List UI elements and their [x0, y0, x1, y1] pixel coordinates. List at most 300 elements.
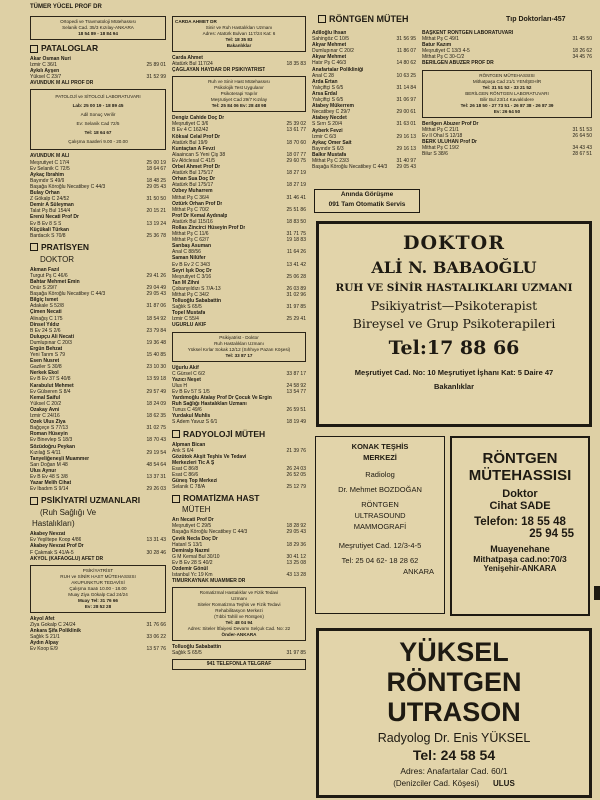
babaoglu-ad: [316, 221, 592, 427]
entry-name: Ev B Ev 57 S 1/5: [172, 388, 210, 395]
entry-phone: 25 00 19: [146, 159, 166, 166]
entry-name: Meşrutiyet C 13/3 4-5: [422, 48, 470, 55]
entry-name: Anal C 28: [312, 72, 334, 79]
entry-name: Ankara Şifa Poliklinik: [30, 627, 81, 634]
yuksel-line: YÜKSEL: [399, 637, 509, 667]
entry-phone: [589, 60, 592, 66]
entry-phone: 14 80 62: [396, 60, 416, 67]
yuksel-line: UTRASON: [387, 697, 521, 727]
entry-phone: 18 54 92: [146, 315, 166, 322]
entry-phone: 26 24 03: [286, 465, 306, 472]
babaoglu-specialty: RUH VE SİNİR HASTALIKLARI UZMANI: [335, 282, 573, 294]
babaoglu-line1: Psikiyatrist—Psikoterapist: [370, 298, 538, 313]
list-item: [30, 556, 166, 562]
entry-name: Bardacık S 70/8: [30, 232, 66, 239]
listing-c: [172, 365, 306, 426]
entry-phone: 13 19 24: [146, 220, 166, 227]
entry-name: BAŞKENT RÖNTGEN LABORATUVARI: [422, 30, 514, 36]
entry-name: Tanyeliğeneşli Muammer: [30, 455, 90, 462]
entry-phone: 34 43 43: [572, 144, 592, 151]
listing-b: [172, 115, 306, 328]
entry-name: Kuntaçtan A Fevzi: [172, 145, 215, 152]
entry-phone: 31 06 97: [396, 97, 416, 104]
konak-line: Radiolog: [365, 470, 395, 479]
entry-phone: 18 07 77: [286, 151, 306, 158]
sade-line: RÖNTGEN: [482, 450, 558, 467]
entry-name: Alinağış C 175: [30, 315, 63, 322]
column-1: [30, 16, 166, 652]
entry-name: Başağa Köroğlu Necatibey C 44/3: [30, 183, 106, 190]
entry-name: Batur Kazım: [422, 42, 452, 49]
psiki-sub2: Hastalıkları): [32, 519, 75, 529]
entry-name: Yeni Tarım S 79: [30, 352, 66, 359]
entry-name: AKYOL (KAFAOĞLU) AFET DR: [30, 555, 104, 562]
list-item: [422, 151, 592, 157]
box-line: RUH ve SİNİR HAST MÜTEHASSISI: [60, 573, 136, 579]
entry-phone: 18 62 35: [146, 413, 166, 420]
entry-phone: 25 51 86: [286, 206, 306, 213]
list-item: [30, 486, 166, 492]
sade-line: MÜTEHASSISI: [468, 467, 572, 484]
babaoglu-name: ALİ N. BABAOĞLU: [371, 258, 537, 277]
konak-line: Tel: 25 04 62- 18 28 62: [341, 556, 419, 565]
entry-name: Uğurlu Akif: [172, 364, 199, 371]
box-line: Meşrutiyet Cad 29/7 Kızılay: [210, 97, 268, 103]
yuksel-ad: [316, 628, 592, 798]
entry-phone: 29 26 03: [146, 486, 166, 493]
entry-name: Sarı Doğan M 48: [30, 461, 68, 468]
entry-phone: 31 45 50: [572, 36, 592, 43]
entry-phone: 29 57 49: [146, 388, 166, 395]
entry-phone: 31 51 53: [572, 126, 592, 133]
entry-name: AVUNDUK M ALİ: [30, 153, 70, 160]
entry-name: Mithat Pş C 21/1: [422, 126, 459, 133]
entry-name: Erenü Necati Prof Dr: [30, 214, 79, 221]
entry-phone: 11 86 07: [396, 48, 416, 55]
babaoglu-district: Bakanlıklar: [433, 382, 475, 391]
aninda-line2: 091 Tam Otomatik Servis: [328, 201, 406, 208]
box-line: Ev: 26 64 50: [493, 108, 521, 114]
entry-name: G M Kemal Bul 30/10: [172, 553, 220, 560]
listing-d: [30, 616, 166, 653]
box-line: Ev: Selanik Cad 72/5: [76, 121, 120, 127]
entry-phone: 29 04 49: [146, 285, 166, 292]
box-line: Rehabilitasyon Merkezi: [215, 608, 263, 614]
list-item: [172, 419, 306, 425]
box-line: Ruh Hastalıkları Uzmanı: [214, 340, 264, 346]
entry-name: Tolluoğlu Sababattin: [172, 644, 222, 651]
romatizma-sub: MÜTEH: [182, 505, 211, 515]
entry-name: Mithat Pş C 30-C/2: [422, 54, 465, 61]
entry-name: ÇAĞLAYAN HAYDAR DR PSİKİYATRİST: [172, 67, 266, 74]
entry-phone: [163, 80, 166, 86]
psikiyatri-heading: PSİKİYATRİ UZMANLARI: [30, 495, 166, 506]
berilgen-box: [422, 70, 592, 118]
entry-phone: 13 54 77: [286, 388, 306, 395]
entry-name: Alaaincan S Yeni Çiş 38: [172, 151, 226, 158]
entry-phone: 48 54 64: [146, 461, 166, 468]
entry-name: Dinsel Yıldız: [30, 321, 60, 328]
box-line: Tel: 18 35 83: [225, 37, 253, 42]
checkbox-icon: [172, 430, 180, 438]
entry-name: Atatürk Bul 19/9: [172, 139, 208, 146]
patolog-list: [30, 56, 166, 86]
entry-name: Atatürk Bul 175/17: [172, 170, 214, 177]
entry-phone: 26 64 50: [572, 132, 592, 139]
entry-name: Ev Selanik C 72/5: [30, 165, 70, 172]
box-line: Mithatpaşa Cad 21/1 YENİŞEHİR: [472, 78, 542, 84]
list-item: [422, 60, 592, 66]
entry-name: Atatürk Bul 117/24: [172, 61, 213, 68]
entry-phone: 31 46 41: [286, 194, 306, 201]
entry-name: Özek Ulus Ziya: [30, 419, 66, 426]
entry-phone: 33 06 22: [146, 634, 166, 640]
entry-name: Akyar Mehmet: [312, 54, 347, 61]
entry-name: Ev B Ev 48 S 3/8: [30, 473, 68, 480]
entry-name: Ev B Ev 8 S S: [30, 220, 62, 227]
entry-name: Mithat Pş C 49/1: [422, 36, 459, 43]
entry-name: Karabulut Mehmet: [30, 382, 74, 389]
checkbox-icon: [318, 15, 326, 23]
entry-phone: 25 06 28: [286, 273, 306, 280]
entry-name: Ev Yeşiltepe Koop 4/86: [30, 537, 82, 544]
entry-phone: 18 64 67: [146, 165, 166, 172]
box-line: Lab: 25 00 19 - 18 89 45: [72, 103, 124, 109]
listing-a: [30, 153, 166, 238]
entry-name: Akman Fazıl: [30, 266, 60, 273]
entry-phone: 13 41 42: [286, 261, 306, 268]
entry-name: Çevik Necla Doç Dr: [172, 535, 218, 542]
box-line: Ruh ve Sinir Hast Mütehassısı: [208, 79, 270, 85]
entry-name: Sağlık S 21/1: [30, 634, 60, 640]
pratisyen-heading: PRATİSYEN: [30, 242, 166, 253]
entry-phone: 31 56 95: [396, 36, 416, 43]
entry-phone: 30 28 46: [146, 549, 166, 556]
entry-name: Gözütok Akşit Teşhis Ve Tedavi: [172, 453, 247, 460]
entry-name: Adiloğlu İhsan: [312, 30, 347, 36]
entry-name: Köksal Celal Prof Dr: [172, 133, 221, 140]
konak-line: Meşrutiyet Cad. 12/3-4-5: [338, 541, 422, 550]
box-line: Tel: 25 84 06 Ev: 28 48 98: [211, 103, 267, 109]
entry-name: S Sırrı S 20/4: [312, 121, 343, 128]
entry-name: Yalıçiftçi S 6/5: [312, 97, 344, 104]
entry-name: Yazar Melih Cihat: [30, 480, 72, 487]
entry-name: Prof Dr Kemal Aydınalp: [172, 212, 228, 219]
listing-b: [30, 267, 166, 492]
akyol-box: [30, 565, 166, 613]
box-line: (Tıbbi Tahlil ve Röntgen): [214, 614, 264, 620]
entry-phone: 25 39 02: [286, 121, 306, 128]
listing-a: [172, 55, 306, 73]
entry-name: Meşrutiyet C 3/6: [172, 121, 209, 128]
box-line: Siteler Romatizma Teşhis ve Fizik Tedavi: [197, 602, 281, 608]
entry-name: Ev İl Ohal S 12/18: [422, 132, 463, 139]
box-line: Psikolojik Test Uygulanır: [214, 85, 264, 91]
entry-name: Yazıcı Neşet: [172, 376, 201, 383]
sade-line: Doktor: [502, 488, 538, 500]
entry-name: Bahtar Mehmet Emin: [30, 278, 80, 285]
entry-phone: 13 61 77: [286, 127, 306, 134]
entry-name: Ruh Sağlığı Hastalıkları Uzmanı: [172, 401, 247, 408]
entry-name: Ev B Ev 37 S 40/8: [30, 376, 71, 383]
entry-phone: 31 52 99: [146, 74, 166, 81]
entry-phone: 26 03 89: [286, 285, 306, 292]
entry-name: Atabey Necdet: [312, 115, 347, 122]
entry-phone: 19 18 83: [286, 237, 306, 244]
entry-name: Yalıçiftçi S 6/5: [312, 84, 344, 91]
entry-phone: 26 52 05: [286, 471, 306, 478]
entry-name: Berilgen Abuzer Prof Dr: [422, 120, 479, 127]
entry-name: Dumlupınar C 20/2: [312, 48, 354, 55]
box-line: Selanik Cad. 35/3 Kızılay-ANKARA: [62, 25, 134, 30]
box-line: Uzmanı: [231, 596, 247, 602]
konak-line: MERKEZİ: [363, 453, 397, 462]
entry-phone: 18 70 60: [286, 139, 306, 146]
entry-phone: 18 26 62: [572, 48, 592, 55]
romatizma-heading: ROMATİZMA HAST: [172, 493, 306, 504]
checkbox-icon: [172, 495, 180, 503]
entry-name: Orhan Sua Doç Dr: [172, 176, 216, 183]
entry-name: C Gürsel C 6/2: [172, 370, 206, 377]
list-item: [30, 80, 166, 86]
entry-name: Bayındır S 49/9: [30, 177, 65, 184]
entry-phone: 33 87 17: [286, 370, 306, 377]
entry-name: Bilgiç İsmet: [30, 297, 59, 304]
page-header-left: TÜMER YÜCEL PROF DR: [30, 4, 102, 10]
box-line: Adres: Atatürk Bulvarı 117/24 Kat: 6: [202, 31, 276, 36]
entry-name: Tolluoğlu Sababattin: [172, 298, 222, 305]
yuksel-line: RÖNTGEN: [386, 667, 522, 697]
entry-name: BERK ULUHAN Prof Dr: [422, 138, 477, 145]
entry-name: Başağa Köroğlu Necatibey C 44/3: [30, 291, 106, 298]
entry-name: Hatanl S 13/1: [172, 541, 203, 548]
entry-name: Yüksel C 23/7: [30, 74, 62, 81]
entry-name: Meşrutiyet C 3/16: [172, 273, 212, 280]
entry-name: Seyri Işık Doç Dr: [172, 267, 212, 274]
box-line: Psikoterapi Yapılır: [220, 91, 258, 97]
entry-name: Mithat Pş C 34/2: [172, 292, 209, 298]
box-line: Önder-ANKARA: [221, 632, 257, 638]
entry-phone: 13 31 43: [146, 537, 166, 544]
entry-phone: 31 14 84: [396, 84, 416, 91]
entry-phone: 31 02 75: [146, 425, 166, 432]
entry-name: Akabey Nevzat: [30, 531, 66, 538]
entry-phone: [303, 578, 306, 584]
entry-name: Roman Hüseyin: [30, 431, 68, 438]
entry-name: Arı Necati Prof Dr: [172, 517, 214, 524]
entry-phone: 31 71 75: [286, 231, 306, 238]
entry-name: Ev Koop E/9: [30, 646, 58, 653]
entry-name: Küçükali Türkan: [30, 226, 69, 233]
konak-line: KONAK TEŞHİS: [351, 442, 409, 451]
entry-name: Atatürk Bul 115/16: [172, 218, 213, 225]
box-line: Ev: 28 52 28: [84, 603, 112, 609]
entry-name: Ev Gülseren S 8/4: [30, 388, 71, 395]
entry-name: Mithat Pş C 70/2: [172, 206, 209, 213]
box-line: Tel: 26 18 50 - 27 73 51 - 26 87 38 - 26 87 39: [460, 102, 554, 108]
listing-d: [172, 442, 306, 491]
entry-name: İzmir C 55/4: [172, 316, 199, 323]
box-line: Tel: 31 51 52 - 33 21 52: [482, 84, 532, 90]
entry-phone: 24 58 92: [286, 382, 306, 389]
entry-name: Öztürk Orhan Prof Dr: [172, 200, 223, 207]
box-line: AKUPUNKTUR TEDAVİSİ: [71, 579, 125, 585]
box-line: PSİKİYATRİST: [82, 567, 114, 573]
entry-name: Akyol Afet: [30, 615, 55, 622]
box-line: PATOLOJİ ve SİTOLOJİ LABORATUVARI: [55, 94, 141, 100]
entry-phone: 15 40 85: [146, 352, 166, 359]
caglayan-box: [172, 76, 306, 112]
entry-name: Çobanyıldızı S 7/A-13: [172, 285, 221, 292]
box-line: Çalışma Saatı 10.00 - 18.00: [69, 585, 127, 591]
entry-name: Sağlık S 65/5: [172, 650, 202, 657]
entry-phone: 25 36 78: [146, 232, 166, 239]
entry-name: Topel Mustafa: [172, 310, 206, 317]
entry-phone: 18 27 19: [286, 182, 306, 189]
entry-name: Orbel Ahmet Prof Dr: [172, 164, 221, 171]
list-item: [312, 164, 416, 170]
page-label: Tıp Doktorları-457: [506, 16, 566, 23]
entry-phone: 29 05 43: [146, 291, 166, 298]
entry-name: Mithat Pş C 36/4: [172, 194, 209, 201]
entry-phone: 29 41 26: [146, 272, 166, 279]
box-line: Romatizmal Hastalıklar ve Fizik Tedavi: [199, 590, 279, 596]
entry-name: Akar Osman Nuri: [30, 56, 71, 62]
entry-name: Turgut Pş C 46/6: [30, 272, 68, 279]
entry-name: Carda Ahmet: [172, 55, 203, 61]
psiki-sub1: (Ruh Sağlığı Ve: [40, 508, 97, 518]
entry-name: İzmir C 6/3: [312, 133, 337, 140]
entry-name: Başağa Köroğlu Necatibey C 44/3: [172, 529, 248, 536]
entry-name: Özdemir Gönül: [172, 566, 208, 572]
entry-phone: 25 89 01: [146, 62, 166, 69]
entry-name: Selanik C 78/A: [172, 484, 206, 491]
entry-name: Hatır Pş C 46/3: [312, 60, 347, 67]
entry-name: B Ev 24 S 2/6: [30, 327, 61, 334]
box-line: Adil Sonuç Verilir: [80, 112, 116, 118]
entry-name: AVUNDUK M ALİ PROF DR: [30, 80, 94, 87]
entry-phone: 18 24 09: [146, 400, 166, 407]
box-line: RÖNTGEN MÜTEHASSISI: [479, 72, 535, 78]
entry-name: Arsa Erdal: [312, 90, 338, 97]
entry-phone: 13 37 31: [146, 473, 166, 480]
entry-name: Rollas Zincirci Hüseyin Prof Dr: [172, 224, 246, 231]
aninda-line1: Anında Görüşme: [340, 191, 394, 198]
entry-phone: 11 64 26: [286, 249, 306, 256]
sade-line: Mithatpaşa cad.no:70/3: [473, 554, 567, 564]
entry-phone: 31 87 06: [146, 303, 166, 310]
entry-name: Demiralp Nazmi: [172, 547, 210, 554]
entry-phone: 13 59 18: [146, 376, 166, 383]
entry-name: Ziya Gokalp C 24/24: [30, 621, 76, 628]
entry-phone: 18 35 83: [286, 61, 306, 68]
entry-name: TİMURKAYNAK MUAMMER DR: [172, 578, 246, 585]
entry-phone: 31 50 50: [146, 196, 166, 203]
entry-name: Ev Binevlep S 18/3: [30, 437, 73, 444]
entry-name: Akyar Mehmet: [312, 42, 347, 49]
entry-phone: 29 05 43: [146, 183, 166, 190]
entry-phone: [163, 556, 166, 562]
entry-name: Anafartalar Polikliniği: [312, 66, 364, 73]
entry-name: Dumlupınar C 20/3: [30, 339, 72, 346]
entry-name: Dengiz Cahide Doç Dr: [172, 115, 225, 122]
list-item: [172, 578, 306, 584]
entry-phone: 29 19 54: [146, 449, 166, 456]
listing-f: [172, 644, 306, 656]
entry-name: Arda Ertan: [312, 78, 338, 85]
list-item: [172, 650, 306, 656]
box-line: Ortopedi ve Travmatoloji Mütehassısı: [60, 19, 136, 24]
entry-name: Akabey Nevzat Prof Dr: [30, 543, 84, 550]
entry-phone: 25 12 79: [286, 484, 306, 491]
entry-name: Bayındır S 6/3: [312, 145, 344, 152]
column-2: [172, 16, 306, 670]
box-line: Yüksel Kırlar Sokak 12/12 (Sıhhıye Pazarı Köşesi): [187, 346, 291, 352]
box-line: Sinir ve Ruh Hastalıkları Uzmanı: [205, 25, 273, 30]
sade-line: Telefon: 18 55 48: [474, 516, 566, 528]
entry-phone: 29 05 43: [396, 164, 416, 171]
entry-phone: [303, 67, 306, 73]
list-item: [172, 322, 306, 328]
entry-name: Nerkek Ekol: [30, 370, 59, 377]
list-item: [30, 646, 166, 652]
entry-name: Esen Nusret: [30, 358, 60, 365]
entry-name: Ev B Ev 28 S 40/2: [172, 559, 213, 566]
entry-name: BERİLGEN ABUZER PROF DR: [422, 60, 494, 67]
entry-name: Sarıbaş Asuman: [172, 243, 211, 250]
list-item: [172, 67, 306, 73]
checkbox-icon: [30, 45, 38, 53]
entry-name: Bağçeçe S 77/13: [30, 425, 69, 432]
box-line: Bakanlıklar: [226, 43, 252, 48]
entry-name: Meşrutiyet C 17/4: [30, 159, 70, 166]
entry-phone: 29 16 13: [396, 145, 416, 152]
entry-name: Ulus H: [172, 382, 188, 389]
box-line: Tel: 48 04 94: [225, 620, 253, 626]
entry-name: Tan M Zihni: [172, 279, 200, 286]
entry-name: Sağlık S 65/5: [172, 304, 202, 311]
sade-ad: [450, 436, 590, 616]
konak-line: Dr. Mehmet BOZDOĞAN: [338, 485, 422, 494]
entry-phone: 31 76 66: [146, 621, 166, 628]
entry-phone: 23 10 30: [146, 364, 166, 371]
entry-phone: 34 45 76: [572, 54, 592, 61]
box-line: BERİLGEN RÖNTGEN LABORATUVARI: [465, 90, 549, 96]
entry-name: Yardımoğlu Atalay Prof Dr Çocuk Ve Ergin: [172, 395, 272, 402]
pataloglar-heading: PATALOGLAR: [30, 43, 166, 54]
entry-name: Aykılı Ayşen: [30, 68, 60, 75]
yuksel-line: ULUS: [493, 779, 515, 788]
tumer-box: [30, 16, 166, 40]
entry-name: S Adem Yavuz S 6/1: [172, 419, 218, 426]
checkbox-icon: [30, 243, 38, 251]
entry-name: Sahingöz C 10/5: [312, 36, 349, 43]
konak-line: ULTRASOUND: [354, 511, 406, 520]
konak-line: MAMMOGRAFİ: [353, 522, 407, 531]
sade-line: 25 94 55: [529, 528, 574, 540]
page-edge-tab: [594, 586, 600, 600]
listing-right-top: [422, 30, 592, 67]
yuksel-footer: [319, 779, 589, 788]
entry-name: Saman Nilüfer: [172, 255, 206, 262]
entry-phone: 29 00 61: [396, 109, 416, 116]
entry-phone: 25 29 41: [286, 316, 306, 323]
entry-phone: 18 19 49: [286, 419, 306, 426]
entry-name: Bulay Orhan: [30, 190, 60, 197]
entry-name: Meşrutiyet C 29/5: [172, 523, 212, 530]
entry-name: Mithat Pş C 19/2: [422, 144, 459, 151]
entry-name: Alpman Bican: [172, 441, 206, 448]
